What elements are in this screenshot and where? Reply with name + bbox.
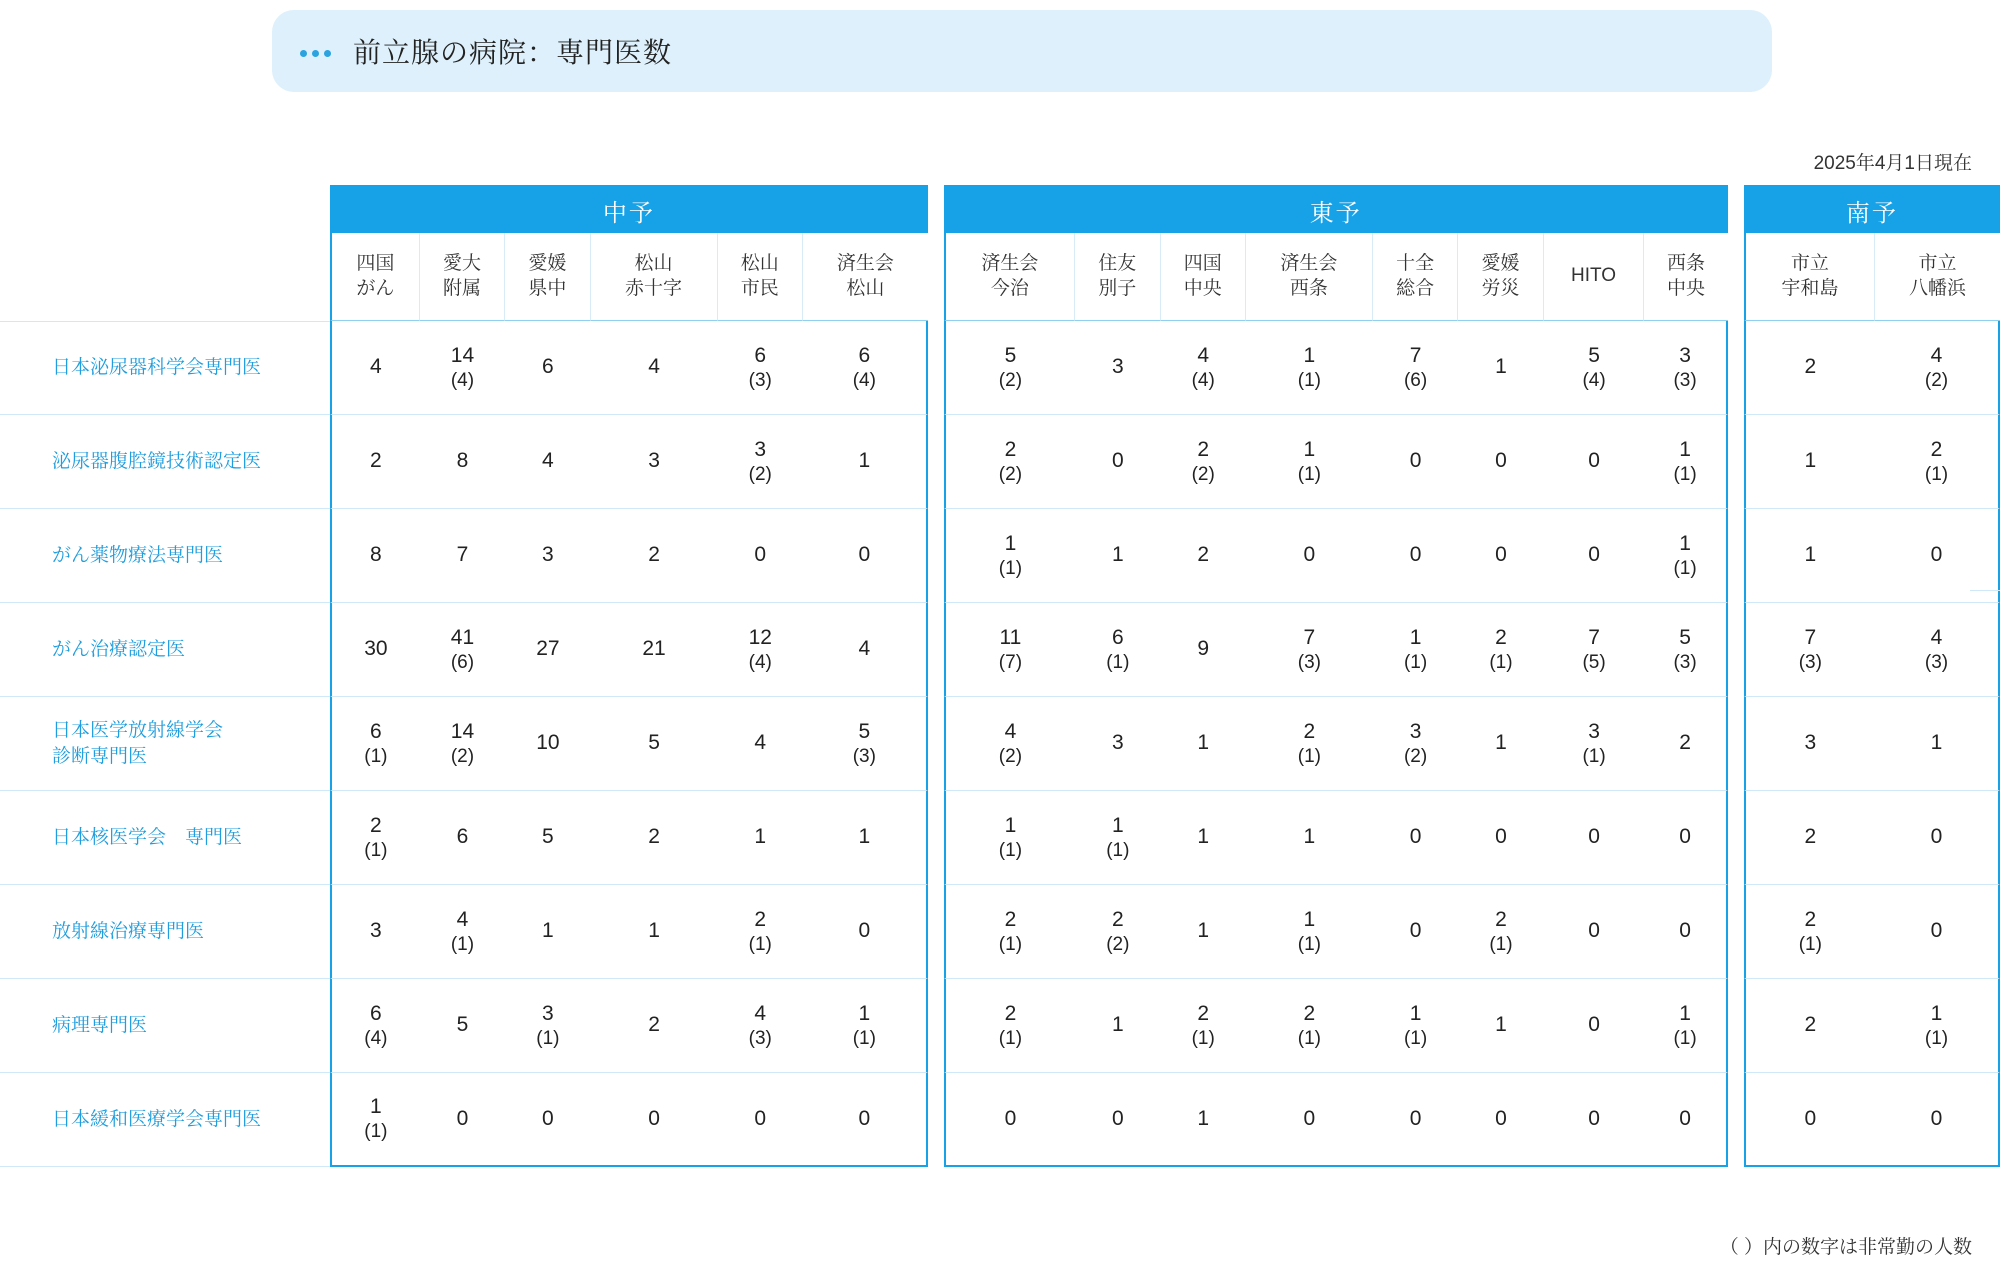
group-gap: [1728, 791, 1744, 885]
data-cell: 0: [591, 1073, 718, 1167]
data-cell: 7 (3): [1246, 603, 1373, 697]
table-row: [0, 321, 2000, 415]
column-header-1-5: 松山 市民: [718, 233, 803, 321]
group-gap: [928, 791, 944, 885]
data-cell: 12 (4): [718, 603, 803, 697]
table-footnote: （ ）内の数字は非常勤の人数: [1719, 1237, 1972, 1258]
data-cell: 4 (2): [944, 697, 1075, 791]
data-cell: 2: [1744, 321, 1875, 415]
column-header-3-2: 市立 八幡浜: [1875, 233, 2000, 321]
group-header-row: [0, 185, 2000, 233]
data-cell: 2 (1): [718, 885, 803, 979]
data-cell: 4 (3): [1875, 603, 2000, 697]
data-cell: 0: [1875, 509, 2000, 603]
data-cell: 5: [505, 791, 590, 885]
data-cell: 0: [1458, 1073, 1543, 1167]
data-cell: 14 (4): [420, 321, 505, 415]
row-label[interactable]: がん治療認定医: [0, 603, 330, 697]
data-cell: 1 (1): [1075, 791, 1160, 885]
row-label[interactable]: がん薬物療法専門医: [0, 509, 330, 603]
group-gap: [928, 321, 944, 415]
group-gap: [928, 185, 944, 233]
data-cell: 1: [1161, 697, 1246, 791]
data-cell: 2: [591, 509, 718, 603]
data-cell: 4: [505, 415, 590, 509]
data-cell: 0: [1373, 509, 1458, 603]
data-cell: 7 (5): [1544, 603, 1645, 697]
header-label-cell: [0, 233, 330, 321]
row-label[interactable]: 日本緩和医療学会専門医: [0, 1073, 330, 1167]
data-cell: 8: [420, 415, 505, 509]
data-cell: 4: [803, 603, 928, 697]
data-cell: 0: [1875, 791, 2000, 885]
data-cell: 2: [591, 979, 718, 1073]
data-cell: 3 (2): [1373, 697, 1458, 791]
group-gap: [1728, 1073, 1744, 1167]
edge-divider: [1970, 590, 2000, 591]
data-cell: 0: [1458, 415, 1543, 509]
column-header-2-7: HITO: [1544, 233, 1645, 321]
data-cell: 2: [1744, 791, 1875, 885]
data-cell: 1 (1): [1644, 415, 1727, 509]
group-gap: [928, 415, 944, 509]
data-cell: 6 (4): [330, 979, 420, 1073]
data-cell: 3: [1744, 697, 1875, 791]
data-cell: 0: [1644, 885, 1727, 979]
data-cell: 0: [1246, 1073, 1373, 1167]
group-gap: [928, 885, 944, 979]
group-header-1: 中予: [330, 185, 928, 233]
data-cell: 0: [1544, 509, 1645, 603]
data-cell: 6: [420, 791, 505, 885]
data-cell: 1 (1): [803, 979, 928, 1073]
data-cell: 5 (4): [1544, 321, 1645, 415]
data-cell: 1: [1744, 509, 1875, 603]
data-cell: 0: [1644, 791, 1727, 885]
data-cell: 2 (1): [1458, 603, 1543, 697]
group-gap: [1728, 233, 1744, 321]
data-cell: 4 (1): [420, 885, 505, 979]
column-header-1-4: 松山 赤十字: [591, 233, 718, 321]
group-header-2: 東予: [944, 185, 1728, 233]
data-cell: 2 (1): [1875, 415, 2000, 509]
data-cell: 4: [718, 697, 803, 791]
data-cell: 1 (1): [1875, 979, 2000, 1073]
data-cell: 2: [1644, 697, 1727, 791]
data-cell: 3 (1): [505, 979, 590, 1073]
data-cell: 21: [591, 603, 718, 697]
group-gap: [1728, 185, 1744, 233]
data-cell: 1: [1458, 697, 1543, 791]
group-gap: [928, 603, 944, 697]
data-cell: 1: [505, 885, 590, 979]
data-cell: 7: [420, 509, 505, 603]
data-cell: 2: [591, 791, 718, 885]
column-header-2-2: 住友 別子: [1075, 233, 1160, 321]
data-cell: 3: [1075, 321, 1160, 415]
column-header-2-4: 済生会 西条: [1246, 233, 1373, 321]
data-cell: 0: [1373, 1073, 1458, 1167]
column-header-1-2: 愛大 附属: [420, 233, 505, 321]
column-header-1-3: 愛媛 県中: [505, 233, 590, 321]
table-row: [0, 603, 2000, 697]
data-cell: 2 (1): [1161, 979, 1246, 1073]
table-row: [0, 415, 2000, 509]
corner-cell: [0, 185, 330, 233]
group-gap: [1728, 509, 1744, 603]
data-cell: 6 (4): [803, 321, 928, 415]
data-cell: 3: [505, 509, 590, 603]
data-cell: 3: [1075, 697, 1160, 791]
data-cell: 6: [505, 321, 590, 415]
data-cell: 8: [330, 509, 420, 603]
data-cell: 1: [591, 885, 718, 979]
data-cell: 1 (1): [1373, 979, 1458, 1073]
row-label[interactable]: 日本核医学会 専門医: [0, 791, 330, 885]
data-cell: 1: [803, 791, 928, 885]
data-cell: 5 (2): [944, 321, 1075, 415]
data-cell: 1 (1): [1644, 509, 1727, 603]
data-cell: 2 (1): [1744, 885, 1875, 979]
data-cell: 0: [420, 1073, 505, 1167]
data-cell: 1 (1): [944, 509, 1075, 603]
title-banner: [272, 10, 1772, 92]
group-gap: [1728, 697, 1744, 791]
data-cell: 27: [505, 603, 590, 697]
row-label[interactable]: 日本泌尿器科学会専門医: [0, 321, 330, 415]
table-row: [0, 885, 2000, 979]
data-cell: 1: [1161, 1073, 1246, 1167]
data-cell: 1: [1075, 979, 1160, 1073]
data-cell: 2 (2): [1161, 415, 1246, 509]
data-cell: 5 (3): [803, 697, 928, 791]
data-cell: 0: [1644, 1073, 1727, 1167]
data-cell: 0: [1744, 1073, 1875, 1167]
group-gap: [1728, 885, 1744, 979]
data-cell: 1 (1): [944, 791, 1075, 885]
data-cell: 3: [591, 415, 718, 509]
data-cell: 2 (1): [330, 791, 420, 885]
data-cell: 0: [803, 885, 928, 979]
data-cell: 0: [1373, 791, 1458, 885]
data-cell: 4: [330, 321, 420, 415]
data-cell: 4 (4): [1161, 321, 1246, 415]
group-gap: [1728, 603, 1744, 697]
data-cell: 1: [1744, 415, 1875, 509]
data-cell: 6 (1): [330, 697, 420, 791]
data-cell: 5: [591, 697, 718, 791]
data-cell: 1 (1): [1373, 603, 1458, 697]
group-gap: [928, 233, 944, 321]
column-header-2-3: 四国 中央: [1161, 233, 1246, 321]
data-cell: 0: [1075, 1073, 1160, 1167]
data-cell: 2: [1161, 509, 1246, 603]
column-header-2-5: 十全 総合: [1373, 233, 1458, 321]
data-cell: 1 (1): [1246, 885, 1373, 979]
data-cell: 0: [718, 509, 803, 603]
column-header-3-1: 市立 宇和島: [1744, 233, 1875, 321]
group-gap: [1728, 979, 1744, 1073]
group-gap: [928, 1073, 944, 1167]
data-cell: 0: [505, 1073, 590, 1167]
specialist-count-table: [0, 185, 2000, 1167]
data-cell: 0: [1544, 979, 1645, 1073]
data-cell: 2 (2): [1075, 885, 1160, 979]
data-cell: 7 (6): [1373, 321, 1458, 415]
group-gap: [1728, 415, 1744, 509]
data-cell: 2 (1): [1246, 697, 1373, 791]
data-cell: 2 (1): [944, 979, 1075, 1073]
data-cell: 5 (3): [1644, 603, 1727, 697]
data-cell: 1: [1161, 885, 1246, 979]
data-cell: 0: [944, 1073, 1075, 1167]
data-cell: 2 (1): [944, 885, 1075, 979]
data-cell: 11 (7): [944, 603, 1075, 697]
data-cell: 1: [1458, 321, 1543, 415]
data-cell: 0: [1544, 1073, 1645, 1167]
data-cell: 6 (3): [718, 321, 803, 415]
data-cell: 0: [803, 1073, 928, 1167]
data-cell: 1: [1875, 697, 2000, 791]
data-cell: 1: [1246, 791, 1373, 885]
group-gap: [928, 979, 944, 1073]
data-cell: 1: [718, 791, 803, 885]
group-gap: [1728, 321, 1744, 415]
table-row: [0, 791, 2000, 885]
data-cell: 9: [1161, 603, 1246, 697]
data-cell: 2 (1): [1246, 979, 1373, 1073]
data-cell: 1: [1161, 791, 1246, 885]
data-cell: 3 (2): [718, 415, 803, 509]
data-cell: 30: [330, 603, 420, 697]
data-cell: 0: [1875, 1073, 2000, 1167]
row-label[interactable]: 泌尿器腹腔鏡技術認定医: [0, 415, 330, 509]
data-cell: 1: [1075, 509, 1160, 603]
data-cell: 7 (3): [1744, 603, 1875, 697]
three-dots-icon: [300, 50, 331, 57]
table-row: [0, 697, 2000, 791]
data-cell: 5: [420, 979, 505, 1073]
data-cell: 3 (1): [1544, 697, 1645, 791]
data-cell: 0: [1373, 415, 1458, 509]
page-title: 前立腺の病院：専門医数: [353, 37, 673, 68]
data-cell: 1 (1): [1644, 979, 1727, 1073]
data-cell: 2 (2): [944, 415, 1075, 509]
column-header-2-8: 西条 中央: [1644, 233, 1727, 321]
data-cell: 1 (1): [330, 1073, 420, 1167]
data-cell: 0: [1544, 415, 1645, 509]
data-cell: 0: [1458, 791, 1543, 885]
data-cell: 14 (2): [420, 697, 505, 791]
group-gap: [928, 697, 944, 791]
data-cell: 41 (6): [420, 603, 505, 697]
data-cell: 1: [803, 415, 928, 509]
column-header-1-1: 四国 がん: [330, 233, 420, 321]
data-cell: 3 (3): [1644, 321, 1727, 415]
date-note: 2025年4月1日現在: [1813, 153, 1972, 174]
data-cell: 1: [1458, 979, 1543, 1073]
data-cell: 0: [1458, 509, 1543, 603]
column-header-2-1: 済生会 今治: [944, 233, 1075, 321]
data-cell: 0: [1373, 885, 1458, 979]
table-row: [0, 1073, 2000, 1167]
data-cell: 0: [1544, 791, 1645, 885]
row-label[interactable]: 放射線治療専門医: [0, 885, 330, 979]
data-cell: 0: [1544, 885, 1645, 979]
data-cell: 0: [803, 509, 928, 603]
column-header-2-6: 愛媛 労災: [1458, 233, 1543, 321]
data-cell: 3: [330, 885, 420, 979]
column-header-row: [0, 233, 2000, 321]
data-cell: 10: [505, 697, 590, 791]
group-header-3: 南予: [1744, 185, 2000, 233]
data-cell: 4 (2): [1875, 321, 2000, 415]
row-label[interactable]: 病理専門医: [0, 979, 330, 1073]
data-cell: 1 (1): [1246, 321, 1373, 415]
data-cell: 6 (1): [1075, 603, 1160, 697]
column-header-1-6: 済生会 松山: [803, 233, 928, 321]
data-cell: 4: [591, 321, 718, 415]
data-cell: 2: [330, 415, 420, 509]
data-cell: 1 (1): [1246, 415, 1373, 509]
data-cell: 0: [1246, 509, 1373, 603]
table-row: [0, 509, 2000, 603]
data-cell: 0: [718, 1073, 803, 1167]
row-label[interactable]: 日本医学放射線学会 診断専門医: [0, 697, 330, 791]
data-cell: 0: [1075, 415, 1160, 509]
data-cell: 2: [1744, 979, 1875, 1073]
data-cell: 0: [1875, 885, 2000, 979]
group-gap: [928, 509, 944, 603]
data-cell: 4 (3): [718, 979, 803, 1073]
data-cell: 2 (1): [1458, 885, 1543, 979]
table-row: [0, 979, 2000, 1073]
